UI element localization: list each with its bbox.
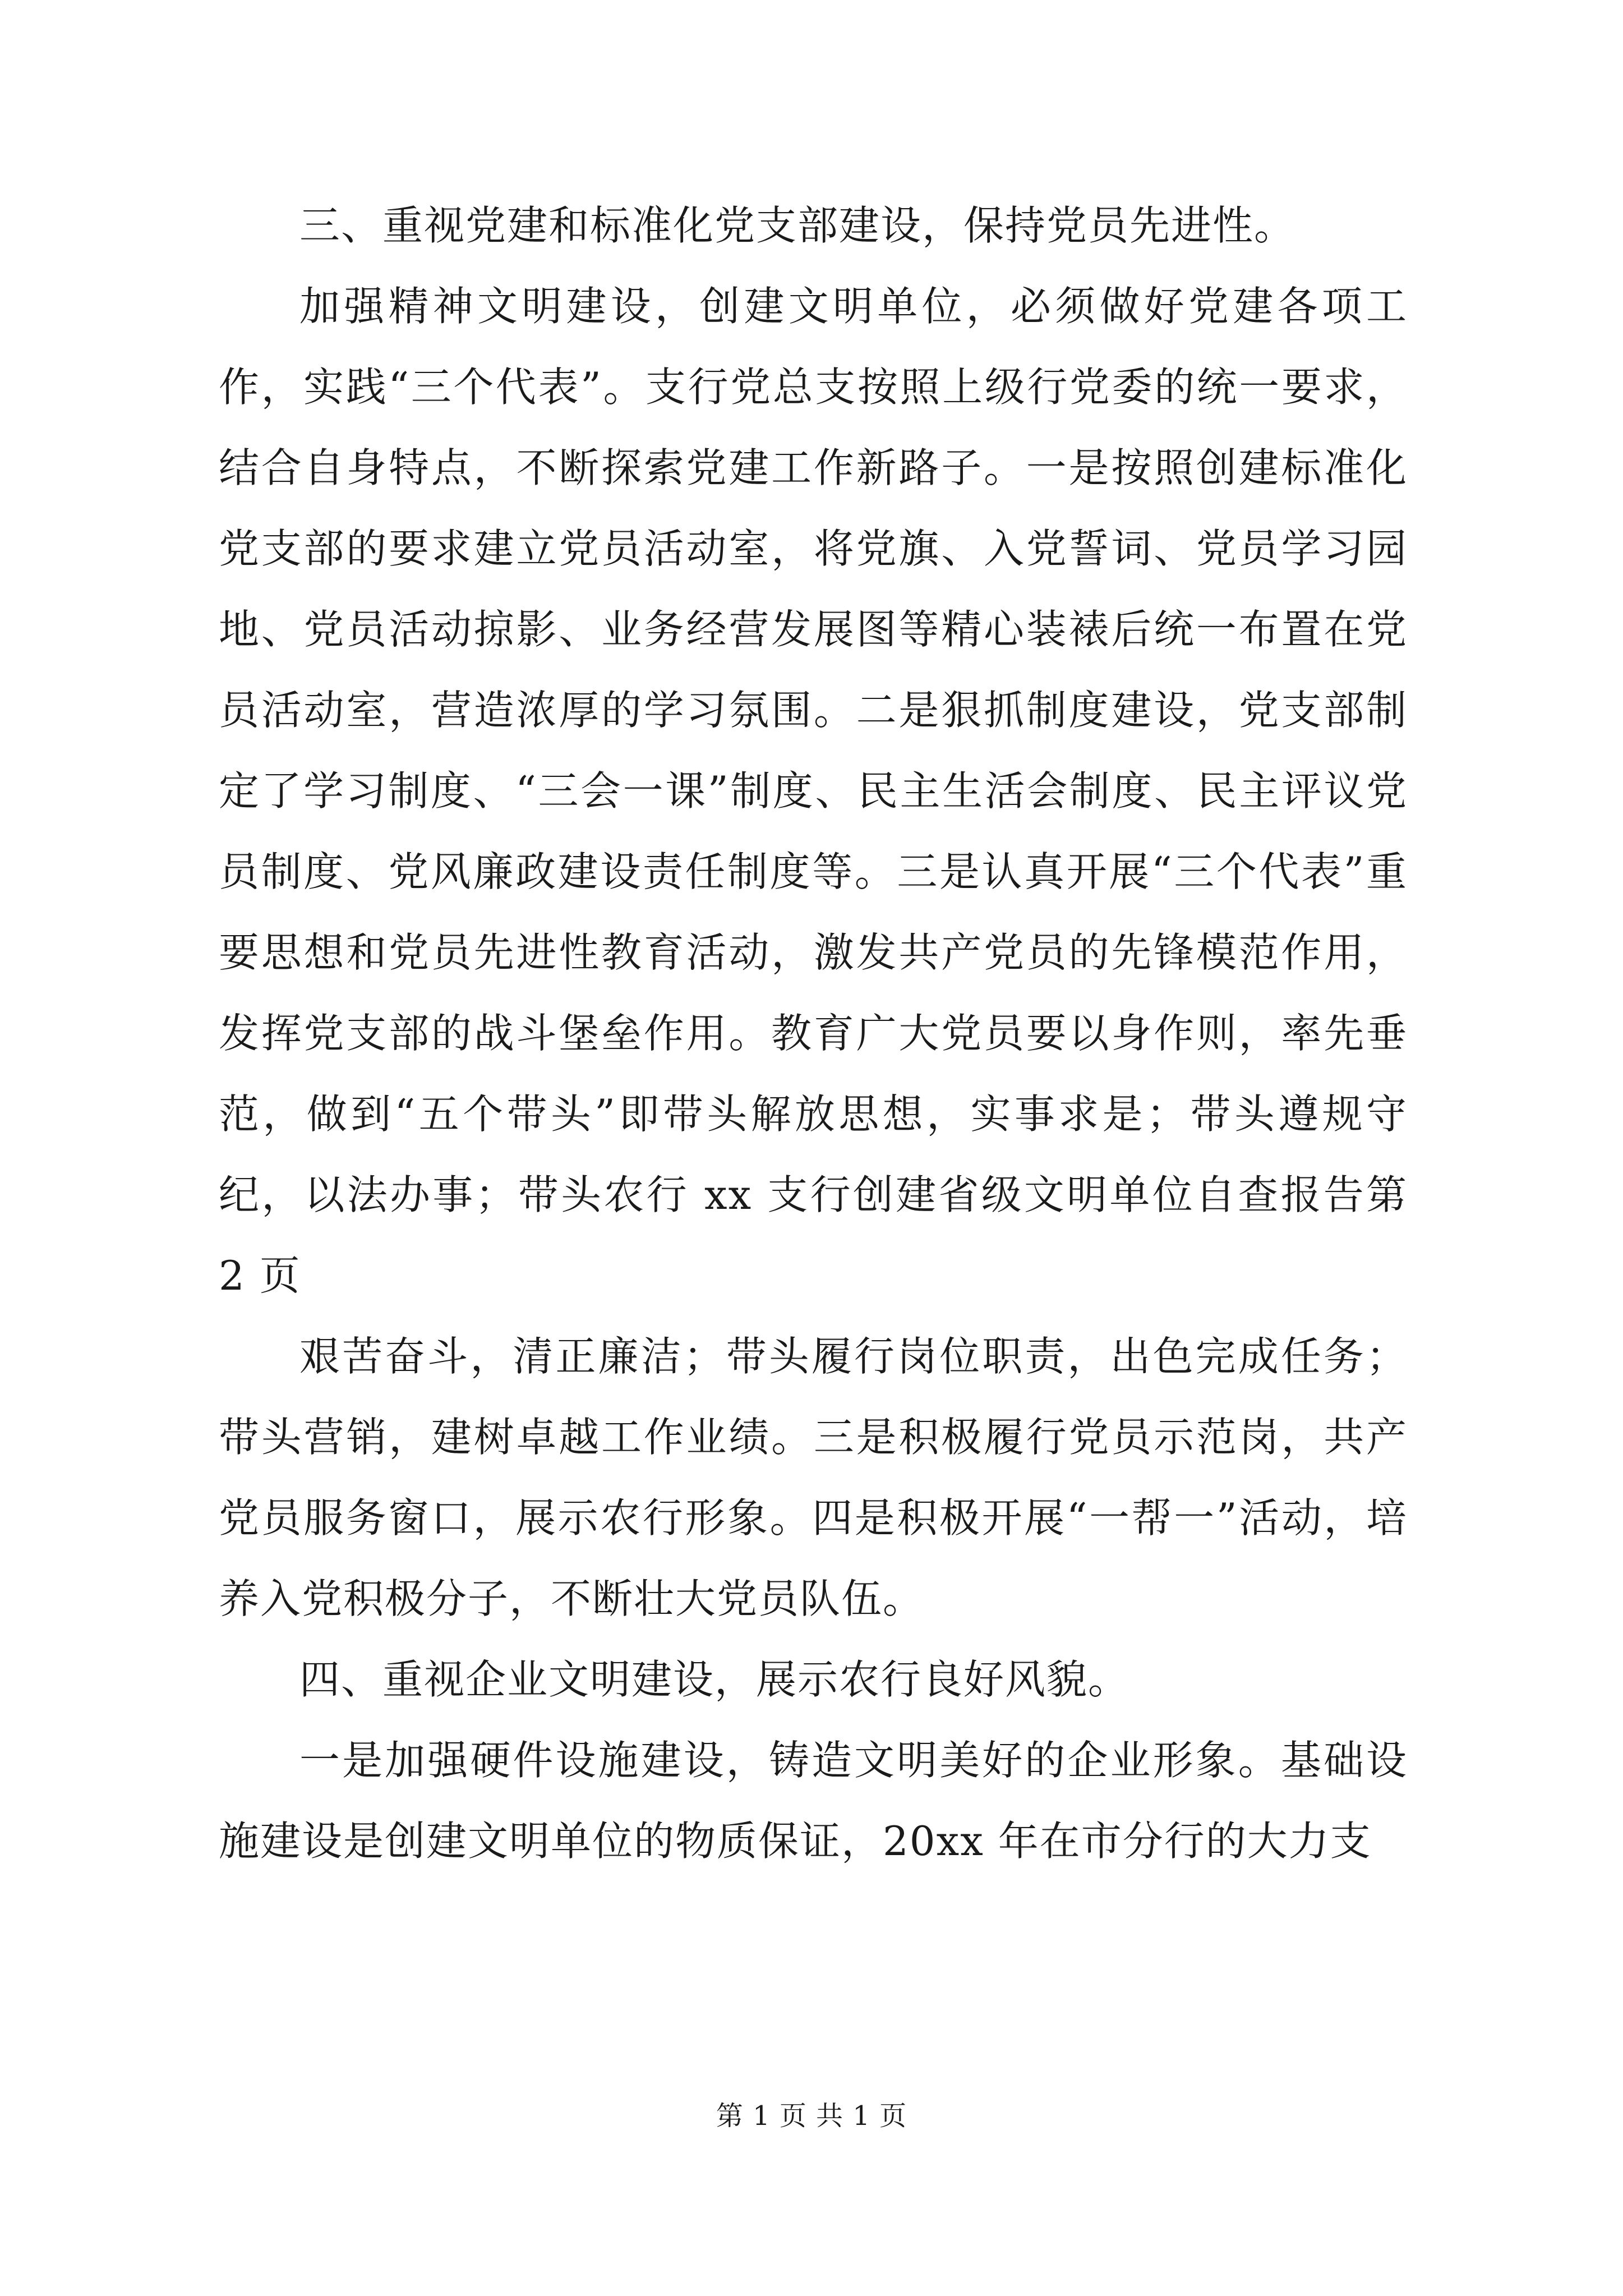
section-heading-three: 三、重视党建和标准化党支部建设，保持党员先进性。	[299, 202, 1296, 249]
section-heading-four: 四、重视企业文明建设，展示农行良好风貌。	[299, 1656, 1130, 1703]
document-body	[219, 185, 1422, 1881]
paragraph-infrastructure: 一是加强硬件设施建设，铸造文明美好的企业形象。基础设施建设是创建文明单位的物质保证，20xx 年在市分行的大力支	[219, 1737, 1408, 1865]
paragraph-party-building: 加强精神文明建设，创建文明单位，必须做好党建各项工作，实践“三个代表”。支行党总支按照上级行党委的统一要求，结合自身特点，不断探索党建工作新路子。一是按照创建标准化党支部的要求建立党员活动室，将党旗、入党誓词、党员学习园地、党员活动掠影、业务经营发展图等精心装裱后统一布置在党员活动室，营造浓厚的学习氛围。二是狠抓制度建设，党支部制定了学习制度、“三会一课”制度、民主生活会制度、民主评议党员制度、党风廉政建设责任制度等。三是认真开展“三个代表”重要思想和党员先进性教育活动，激发共产党员的先锋模范作用，发挥党支部的战斗堡垒作用。教育广大党员要以身作则，率先垂范，做到“五个带头”即带头解放思想，实事求是；带头遵规守纪，以法办事；带头农行 xx 支行创建省级文明单位自查报告第 2 页	[219, 283, 1422, 1299]
page-footer: 第 1 页 共 1 页	[716, 2100, 907, 2132]
paragraph-continuation: 艰苦奋斗，清正廉洁；带头履行岗位职责，出色完成任务；带头营销，建树卓越工作业绩。三是积极履行党员示范岗，共产党员服务窗口，展示农行形象。四是积极开展“一帮一”活动，培养入党积极分子，不断壮大党员队伍。	[219, 1333, 1408, 1622]
